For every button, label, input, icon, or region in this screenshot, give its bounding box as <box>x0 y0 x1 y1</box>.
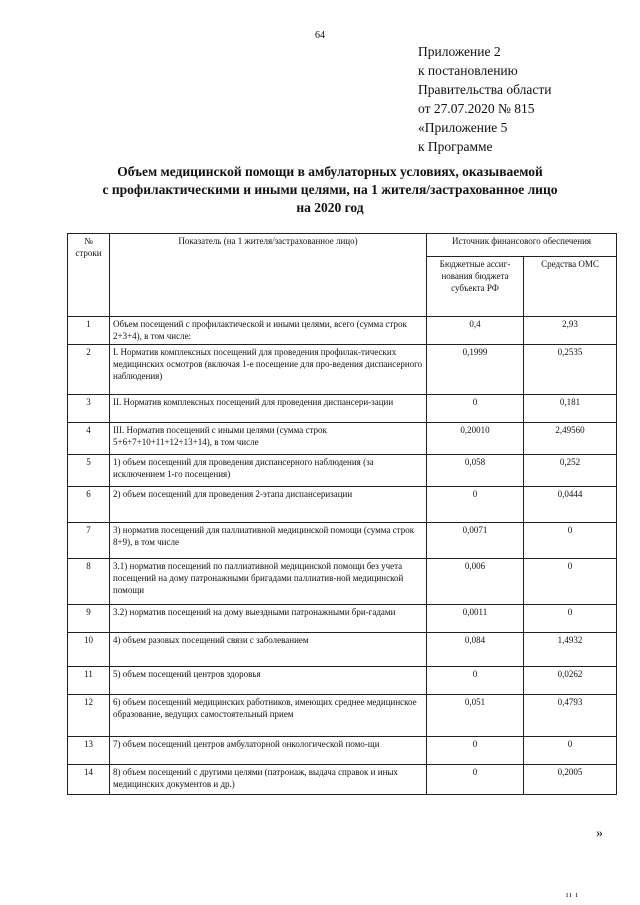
row-oms-value: 0 <box>524 737 617 765</box>
row-indicator: 3.1) норматив посещений по паллиативной медицинской помощи без учета посещений на дому патронажными бригадами паллиатив-ной медицинской помощи <box>110 559 427 605</box>
row-oms-value: 0,2535 <box>524 345 617 395</box>
row-indicator: I. Норматив комплексных посещений для проведения профилак-тических медицинских осмотров (включая 1-е посещение для про-ведения диспансерного наблюдения) <box>110 345 427 395</box>
page-number: 64 <box>315 30 325 41</box>
row-oms-value: 2,49560 <box>524 423 617 455</box>
row-budget-value: 0,006 <box>427 559 524 605</box>
row-oms-value: 0,0262 <box>524 667 617 695</box>
row-number: 8 <box>68 559 110 605</box>
row-indicator: 3) норматив посещений для паллиативной медицинской помощи (сумма строк 8+9), в том числе <box>110 523 427 559</box>
row-number: 9 <box>68 605 110 633</box>
table-row <box>68 605 617 633</box>
closing-quote: » <box>596 826 603 841</box>
row-indicator: 8) объем посещений с другими целями (патронаж, выдача справок и иных медицинских документов и др.) <box>110 765 427 795</box>
row-budget-value: 0,4 <box>427 317 524 345</box>
row-budget-value: 0,1999 <box>427 345 524 395</box>
table-row <box>68 765 617 795</box>
row-number: 1 <box>68 317 110 345</box>
table-row <box>68 455 617 487</box>
table-row <box>68 395 617 423</box>
appendix-line: к постановлению <box>418 63 518 78</box>
row-number: 10 <box>68 633 110 667</box>
header-row-number: № строки <box>68 234 110 317</box>
row-indicator: Объем посещений с профилактической и иными целями, всего (сумма строк 2+3+4), в том числе: <box>110 317 427 345</box>
row-oms-value: 2,93 <box>524 317 617 345</box>
table-row <box>68 423 617 455</box>
corner-mark: ıı ı <box>566 890 579 899</box>
row-budget-value: 0,058 <box>427 455 524 487</box>
row-budget-value: 0 <box>427 667 524 695</box>
title-line: на 2020 год <box>296 200 364 215</box>
row-number: 3 <box>68 395 110 423</box>
appendix-line: Приложение 2 <box>418 44 501 59</box>
table-row <box>68 523 617 559</box>
table-row <box>68 737 617 765</box>
row-indicator: 3.2) норматив посещений на дому выездными патронажными бри-гадами <box>110 605 427 633</box>
appendix-line: к Программе <box>418 139 493 154</box>
row-oms-value: 0,4793 <box>524 695 617 737</box>
table-row <box>68 345 617 395</box>
row-indicator: II. Норматив комплексных посещений для проведения диспансери-зации <box>110 395 427 423</box>
title-line: Объем медицинской помощи в амбулаторных условиях, оказываемой <box>117 164 543 179</box>
row-budget-value: 0 <box>427 737 524 765</box>
row-number: 12 <box>68 695 110 737</box>
row-oms-value: 0,181 <box>524 395 617 423</box>
row-indicator: 4) объем разовых посещений связи с заболеванием <box>110 633 427 667</box>
row-budget-value: 0 <box>427 395 524 423</box>
header-funding-source: Источник финансового обеспечения <box>427 234 617 257</box>
table-row <box>68 695 617 737</box>
row-oms-value: 1,4932 <box>524 633 617 667</box>
row-number: 11 <box>68 667 110 695</box>
header-oms: Средства ОМС <box>524 257 617 317</box>
row-number: 14 <box>68 765 110 795</box>
table-row <box>68 633 617 667</box>
document-title <box>60 163 600 217</box>
row-number: 4 <box>68 423 110 455</box>
row-indicator: 2) объем посещений для проведения 2-этапа диспансеризации <box>110 487 427 523</box>
row-budget-value: 0 <box>427 487 524 523</box>
appendix-block <box>418 42 551 156</box>
appendix-line: от 27.07.2020 № 815 <box>418 101 535 116</box>
row-budget-value: 0,084 <box>427 633 524 667</box>
table-row <box>68 487 617 523</box>
row-oms-value: 0,0444 <box>524 487 617 523</box>
title-line: с профилактическими и иными целями, на 1 жителя/застрахованное лицо <box>102 182 558 197</box>
row-indicator: 1) объем посещений для проведения диспансерного наблюдения (за исключением 1-го посещения) <box>110 455 427 487</box>
row-budget-value: 0,0011 <box>427 605 524 633</box>
row-indicator: III. Норматив посещений с иными целями (сумма строк 5+6+7+10+11+12+13+14), в том числе <box>110 423 427 455</box>
header-budget: Бюджетные ассиг-нования бюджета субъекта РФ <box>427 257 524 317</box>
row-number: 13 <box>68 737 110 765</box>
row-indicator: 5) объем посещений центров здоровья <box>110 667 427 695</box>
row-number: 5 <box>68 455 110 487</box>
row-indicator: 7) объем посещений центров амбулаторной онкологической помо-щи <box>110 737 427 765</box>
row-budget-value: 0,20010 <box>427 423 524 455</box>
volume-table <box>67 233 617 795</box>
row-oms-value: 0 <box>524 559 617 605</box>
row-budget-value: 0,051 <box>427 695 524 737</box>
row-oms-value: 0,252 <box>524 455 617 487</box>
appendix-line: «Приложение 5 <box>418 120 508 135</box>
row-oms-value: 0,2005 <box>524 765 617 795</box>
row-number: 2 <box>68 345 110 395</box>
row-oms-value: 0 <box>524 523 617 559</box>
row-indicator: 6) объем посещений медицинских работников, имеющих среднее медицинское образование, ведущих самостоятельный прием <box>110 695 427 737</box>
row-number: 6 <box>68 487 110 523</box>
row-oms-value: 0 <box>524 605 617 633</box>
table-row <box>68 559 617 605</box>
table-row <box>68 667 617 695</box>
row-budget-value: 0 <box>427 765 524 795</box>
row-number: 7 <box>68 523 110 559</box>
table-row <box>68 317 617 345</box>
appendix-line: Правительства области <box>418 82 552 97</box>
row-budget-value: 0,0071 <box>427 523 524 559</box>
header-indicator: Показатель (на 1 жителя/застрахованное лицо) <box>110 234 427 317</box>
